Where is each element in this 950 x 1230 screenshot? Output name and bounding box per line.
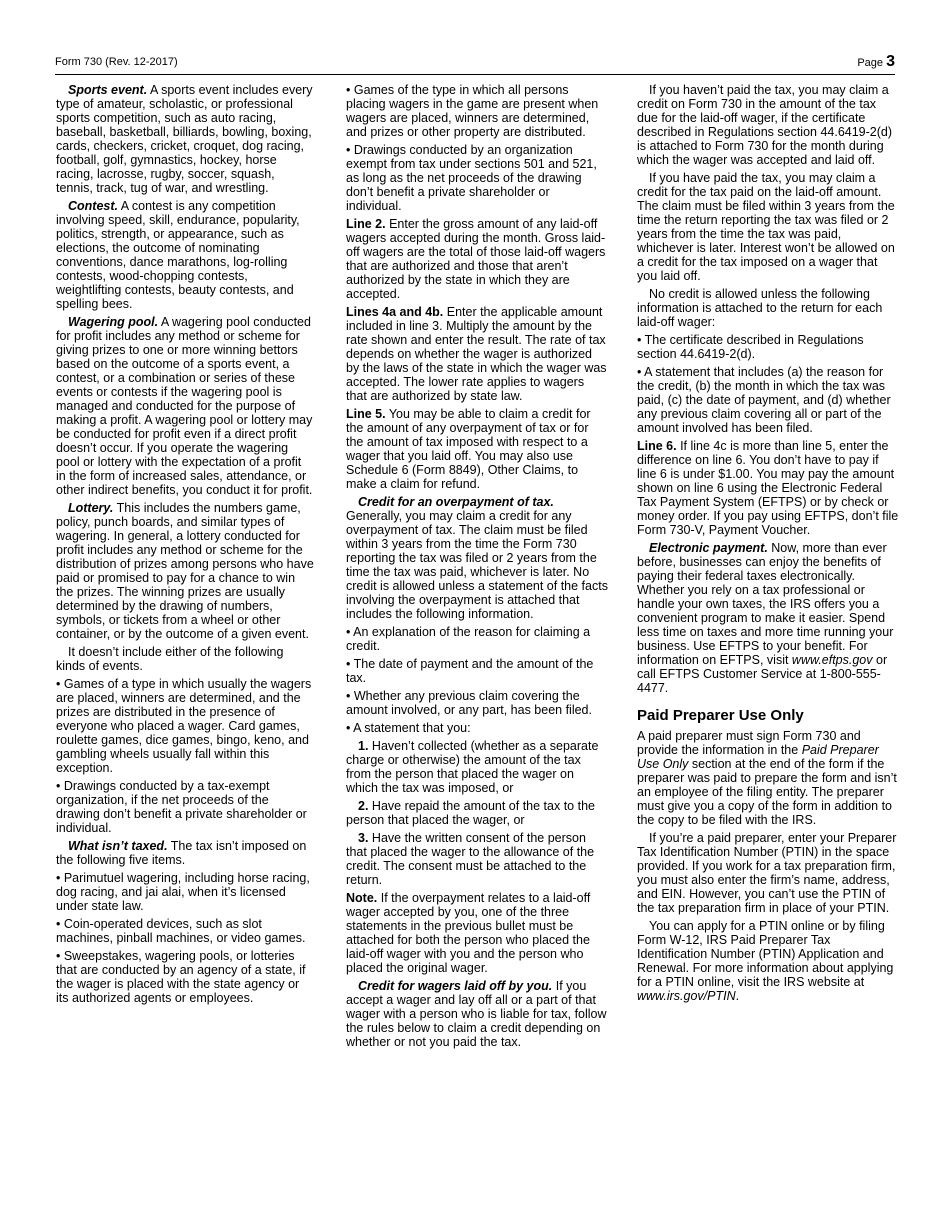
paragraph: If you haven’t paid the tax, you may claim a credit on Form 730 in the amount of the tax due for the laid-off wager, if the certificate described in Regulations section 44.6419-2(d) is attached to Form 730 for the month during which the wager was accepted and laid off. [637,83,893,167]
paragraph-text: Generally, you may claim a credit for any overpayment of tax. The claim must be filed within 3 years from the time the Form 730 reporting the tax was filed or 2 years from the time the tax was paid, whichever is later. No credit is allowed unless a statement of the facts involving the overpayment is attached that includes the following information. [346,509,608,621]
numbered-item [346,831,608,887]
paragraph-text: Now, more than ever before, businesses can enjoy the benefits of paying their federal taxes electronically. Whether you rely on a tax professional or handle your own taxes, the IRS offers you a convenient program to make it easier. Spend less time on taxes and more time running your business. Use EFTPS to your benefit. For information on EFTPS, visit [637,541,894,667]
term-heading: Sports event. [68,83,148,97]
numbered-item [346,799,608,827]
column-1 [56,83,314,1009]
page-header [55,53,895,75]
paragraph-text: Enter the gross amount of any laid-off wagers accepted during the month. Gross laid-off wagers are the total of those laid-off wagers that are authorized and those that aren’t authorized by the state in which they are accepted. [346,217,606,301]
paragraph-text: A sports event includes every type of amateur, scholastic, or professional sports competition, such as auto racing, baseball, basketball, billiards, bowling, boxing, cards, checkers, cricket, croquet, dog racing, football, golf, gymnastics, hockey, horse racing, lacrosse, rugby, soccer, squash, tennis, track, tug of war, and wrestling. [56,83,313,195]
paragraph [637,729,899,827]
paragraph [346,217,608,301]
paragraph [346,495,608,621]
paragraph-text: A contest is any competition involving speed, skill, endurance, popularity, politics, strength, or appearance, such as elections, the outcome of nominating conventions, dance marathons, log-rolling contests, wood-chopping contests, weightlifting contests, beauty contests, and spelling bees. [56,199,300,311]
bullet-item: • Sweepstakes, wagering pools, or lotteries that are conducted by an agency of a state, if the wager is placed with the state agency or its authorized agents or employees. [56,949,306,1005]
term-heading: Credit for wagers laid off by you. [358,979,553,993]
term-heading: Electronic payment. [649,541,768,555]
line-heading: Lines 4a and 4b. [346,305,444,319]
paragraph [637,541,899,695]
line-heading: Line 2. [346,217,386,231]
term-heading: What isn’t taxed. [68,839,168,853]
paragraph [346,891,608,975]
paragraph-text: Haven’t collected (whether as a separate charge or otherwise) the amount of the tax from the person that placed the wager on which the tax was imposed, or [346,739,599,795]
bullet-item: • Parimutuel wagering, including horse racing, dog racing, and jai alai, when it’s licensed under state law. [56,871,310,913]
line-heading: Line 6. [637,439,677,453]
paragraph-text: section at the end of the form if the preparer was paid to prepare the form and isn’t an employee of the filing entity. The preparer must give you a copy of the form in addition to the copy to be filed with the IRS. [637,757,897,827]
bullet-item: • Games of a type in which usually the wagers are placed, winners are determined, and the prizes are distributed in the presence of everyone who placed a wager. Card games, roulette games, dice games, bingo, keno, and gambling wheels usually fall within this exception. [56,677,312,775]
paragraph [346,305,608,403]
paragraph [56,501,314,641]
paragraph-text: or call EFTPS Customer Service at 1-800-555-4477. [637,653,888,695]
paragraph [637,439,899,537]
column-3 [637,83,899,1007]
paragraph: No credit is allowed unless the following information is attached to the return for each laid-off wager: [637,287,883,329]
paragraph [637,919,899,1003]
paragraph [56,839,314,867]
bullet-item: • The date of payment and the amount of the tax. [346,657,594,685]
term-heading: Contest. [68,199,118,213]
bullet-item: • Coin-operated devices, such as slot machines, pinball machines, or video games. [56,917,306,945]
term-heading: Credit for an overpayment of tax. [358,495,554,509]
paragraph-text: The tax isn’t imposed on the following five items. [56,839,307,867]
emphasis: Paid Preparer Use Only [637,743,879,771]
irs-ptin-link[interactable]: www.irs.gov/PTIN [637,989,736,1003]
paragraph-text: Have the written consent of the person that placed the wager to the allowance of the credit. The consent must be attached to the return. [346,831,595,887]
term-heading: Lottery. [68,501,114,515]
column-2 [346,83,608,1053]
item-number: 2. [358,799,369,813]
paragraph-text: If you accept a wager and lay off all or a part of that wager with a person who is liable for tax, follow the rules below to claim a credit depending on whether or not you paid the tax. [346,979,607,1049]
item-number: 3. [358,831,369,845]
form-id: Form 730 (Rev. 12-2017) [55,56,178,68]
paragraph-text: A wagering pool conducted for profit includes any method or scheme for giving prizes to one or more winning bettors based on the outcome of a sports event, a contest, or a combination or series of these events or contests if the wagering pool is managed and conducted for the purpose of making a profit. A wagering pool or lottery may be conducted for profit even if a direct profit doesn’t occur. If you operate the wagering pool or lottery with the expectation of a profit in the form of increased sales, attendance, or other indirect benefits, you conduct it for profit. [56,315,313,497]
bullet-item: • Drawings conducted by a tax-exempt organization, if the net proceeds of the drawing don’t benefit a private shareholder or individual. [56,779,307,835]
paragraph: If you have paid the tax, you may claim a credit for the tax paid on the laid-off amount. The claim must be filed within 3 years from the time the return reporting the tax was filed or 2 years from the time the tax was paid, whichever is later. Interest won’t be allowed on a credit for the tax imposed on a wager that you laid off. [637,171,895,283]
numbered-item [346,739,608,795]
paragraph-text: Have repaid the amount of the tax to the person that placed the wager, or [346,799,595,827]
paragraph-text: You may be able to claim a credit for the amount of any overpayment of tax or for the amount of tax imposed with respect to a wager that you laid off. You may also use Schedule 6 (Form 8849), Other Claims, to make a claim for refund. [346,407,591,491]
section-title: Paid Preparer Use Only [637,707,804,724]
paragraph [56,199,314,311]
item-number: 1. [358,739,369,753]
bullet-item: • The certificate described in Regulations section 44.6419-2(d). [637,333,864,361]
bullet-item: • Whether any previous claim covering the amount involved, or any part, has been filed. [346,689,592,717]
bullet-item: • An explanation of the reason for claiming a credit. [346,625,591,653]
bullet-item: • Games of the type in which all persons placing wagers in the game are present when wagers are placed, winners are determined, and prizes or other property are distributed. [346,83,599,139]
paragraph [346,407,608,491]
paragraph-text: If the overpayment relates to a laid-off wager accepted by you, one of the three statements in the previous bullet must be attached for both the person who placed the laid-off wager with you and the person who placed the original wager. [346,891,591,975]
line-heading: Line 5. [346,407,386,421]
term-heading: Wagering pool. [68,315,159,329]
page-label: Page [857,57,884,69]
paragraph-text: You can apply for a PTIN online or by filing Form W-12, IRS Paid Preparer Tax Identification Number (PTIN) Application and Renewal. For more information about applying for a PTIN online, visit the IRS website at [637,919,894,989]
bullet-item: • Drawings conducted by an organization exempt from tax under sections 501 and 521, as long as the net proceeds of the drawing don’t benefit a private shareholder or individual. [346,143,597,213]
page-number-value: 3 [886,53,895,70]
note-heading: Note. [346,891,378,905]
bullet-item: • A statement that you: [346,721,471,735]
page-number [857,53,895,71]
bullet-item: • A statement that includes (a) the reason for the credit, (b) the month in which the tax was paid, (c) the date of payment, and (d) whether any previous claim covering all or part of the amount involved has been filed. [637,365,891,435]
paragraph: If you’re a paid preparer, enter your Preparer Tax Identification Number (PTIN) in the space provided. If you work for a tax preparation firm, you must also enter the firm’s name, address, and EIN. However, you can’t use the PTIN of the tax preparation firm in place of your PTIN. [637,831,897,915]
paragraph-text: If line 4c is more than line 5, enter the difference on line 6. You don’t have to pay if line 6 is under $1.00. You may pay the amount shown on line 6 using the Electronic Federal Tax Payment System (EFTPS) or by check or money order. If you pay using EFTPS, don’t file Form 730-V, Payment Voucher. [637,439,899,537]
paragraph-text: Enter the applicable amount included in line 3. Multiply the amount by the rate shown and enter the result. The rate of tax depends on whether the wager is authorized by the laws of the state in which the wager was accepted. The lower rate applies to wagers that are authorized by state law. [346,305,607,403]
paragraph-text: A paid preparer must sign Form 730 and provide the information in the [637,729,861,757]
paragraph-text: This includes the numbers game, policy, punch boards, and similar types of wagering. In general, a lottery conducted for profit includes any method or scheme for the distribution of prizes among persons who have paid or promised to pay for a chance to win the prizes. The winning prizes are usually determined by the drawing of numbers, symbols, or tickets from a wheel or other container, or by the outcome of a given event. [56,501,314,641]
paragraph: It doesn’t include either of the following kinds of events. [56,645,284,673]
paragraph [56,83,314,195]
eftps-link[interactable]: www.eftps.gov [791,653,873,667]
paragraph-text: . [735,989,740,1003]
paragraph [346,979,608,1049]
paragraph [56,315,314,497]
